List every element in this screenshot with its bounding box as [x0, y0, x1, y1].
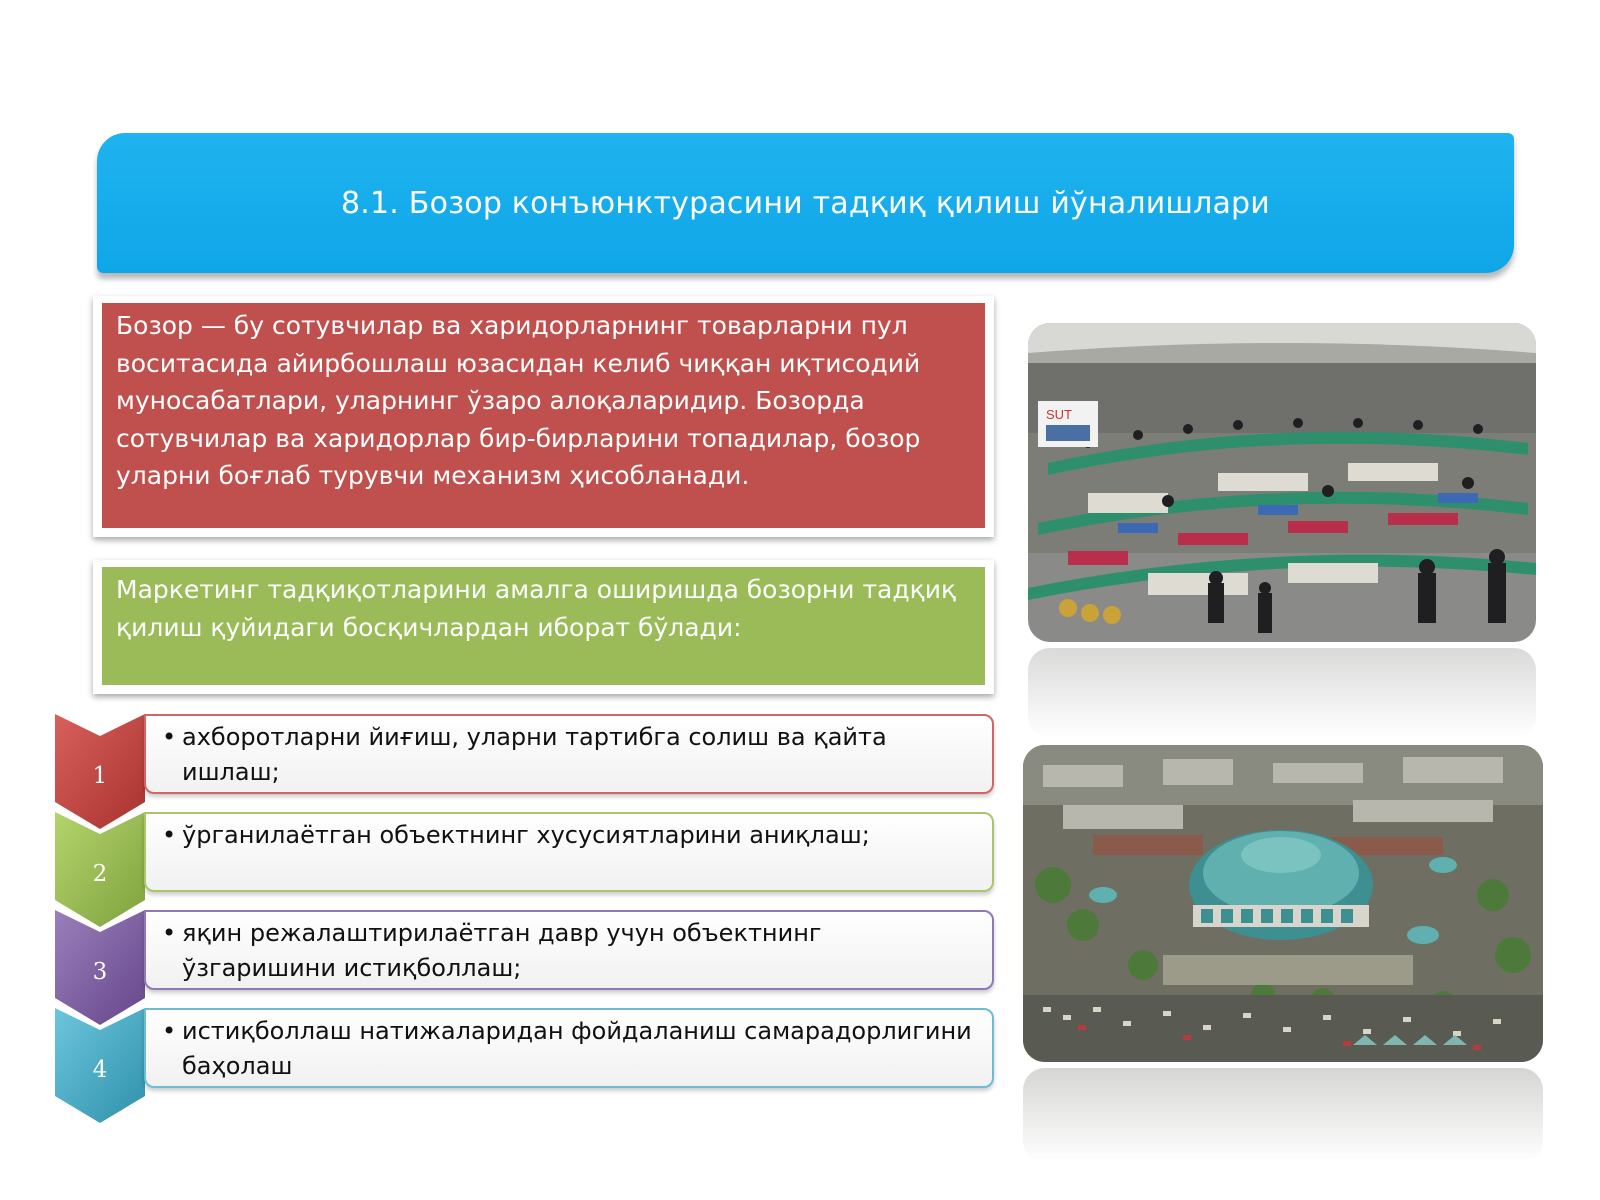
step-3-number: 3 — [92, 959, 108, 985]
step-4-bullet: • — [162, 1017, 177, 1045]
step-3-text: яқин режалаштирилаётган давр учун объектнинг ўзгаришини истиқболлаш; — [182, 919, 822, 982]
slide-title: 8.1. Бозор конъюнктурасини тадқиқ қилиш йўналишлари — [341, 185, 1270, 221]
step-1-text: ахборотларни йиғиш, уларни тартибга солиш ва қайта ишлаш; — [182, 723, 887, 786]
intro-box — [93, 560, 994, 694]
step-3-bullet: • — [162, 919, 177, 947]
bazaar-interior-photo — [1028, 323, 1536, 642]
sut-sign: SUT — [1046, 407, 1072, 422]
intro-text: Маркетинг тадқиқотларини амалга оширишда бозорни тадқиқ қилиш қуйидаги босқичлардан иборат бўлади: — [102, 567, 985, 685]
title-banner — [97, 133, 1514, 273]
step-2-card — [144, 812, 994, 892]
step-1-card — [144, 714, 994, 794]
step-4-card — [144, 1008, 994, 1088]
step-1-number: 1 — [92, 763, 108, 789]
step-3-card — [144, 910, 994, 990]
step-2-bullet: • — [162, 821, 177, 849]
step-1-bullet: • — [162, 723, 177, 751]
step-4-text: истиқболлаш натижаларидан фойдаланиш самарадорлигини баҳолаш — [182, 1017, 972, 1080]
step-2-text: ўрганилаётган объектнинг хусусиятларини аниқлаш; — [182, 821, 870, 849]
step-4-number: 4 — [92, 1057, 108, 1083]
bazaar-aerial-reflection — [1023, 1068, 1543, 1163]
bazaar-aerial-photo — [1023, 745, 1543, 1062]
definition-box — [93, 296, 994, 537]
bazaar-interior-reflection — [1028, 648, 1536, 738]
definition-text: Бозор — бу сотувчилар ва харидорларнинг товарларни пул воситасида айирбошлаш юзасидан келиб чиққан иқтисодий муносабатлари, уларнинг ўзаро алоқаларидир. Бозорда сотувчилар ва харидорлар бир-бирларини топадилар, бозор уларни боғлаб турувчи механизм ҳисобланади. — [102, 303, 985, 528]
step-2-number: 2 — [92, 861, 108, 887]
